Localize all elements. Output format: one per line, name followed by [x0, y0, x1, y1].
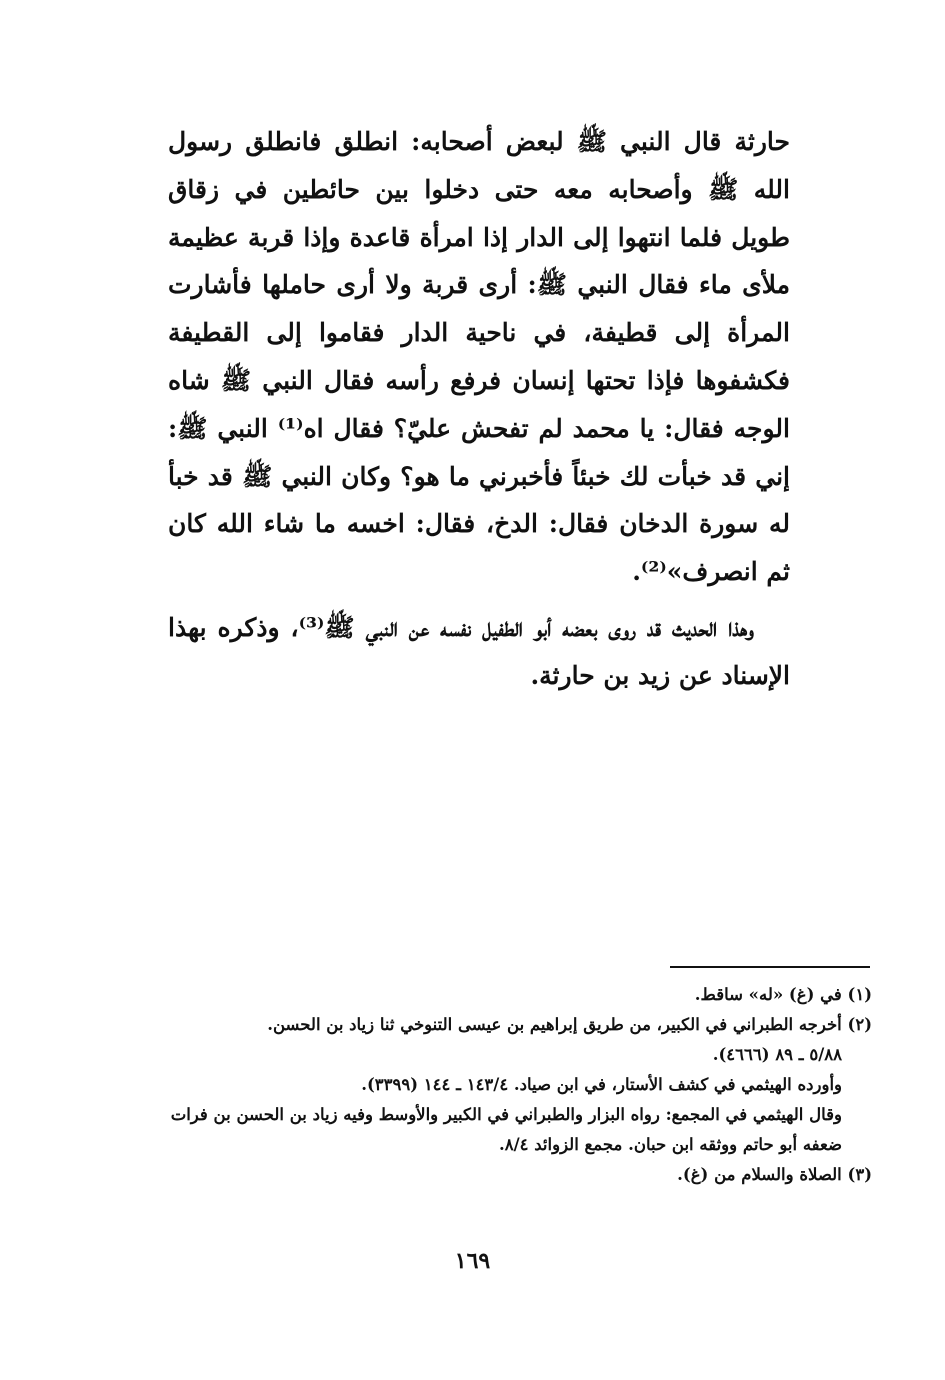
footnotes: [160, 980, 872, 1190]
page-number: ١٦٩: [454, 1248, 491, 1274]
footnote-2-reference: ٥/٨٨ ـ ٨٩ (٤٦٦٦).: [712, 1045, 842, 1064]
footnote-1: (١) في (غ) «له» ساقط.: [694, 985, 872, 1004]
paragraph-1: حارثة قال النبي ﷺ لبعض أصحابه: انطلق فانطلق رسول الله ﷺ وأصحابه معه حتى دخلوا بين حائطين في زقاق طويل فلما انتهوا إلى الدار إذا امرأة قاعدة وإذا قربة عظيمة ملأى ماء فقال النبي ﷺ: أرى قربة ولا أرى حاملها فأشارت المرأة إلى قطيفة، في ناحية الدار فقاموا إلى القطيفة فكشفوها فإذا تحتها إنسان فرفع رأسه فقال النبي ﷺ شاه الوجه فقال: يا محمد لم تفحش عليّ؟ فقال اه⁽¹⁾ النبي ﷺ: إني قد خبأت لك خبئاً فأخبرني ما هو؟ وكان النبي ﷺ قد خبأ له سورة الدخان فقال: الدخ، فقال: اخسه ما شاء الله كان ثم انصرف»⁽²⁾.: [168, 127, 790, 587]
footnote-separator: [670, 966, 870, 968]
paragraph-2-text: وهذا الحديث قد روى بعضه أبو الطفيل نفسه عن النبي ﷺ⁽³⁾، وذكره بهذا الإسناد عن زيد بن حارثة.: [168, 612, 790, 690]
paragraph-2: [168, 604, 790, 700]
main-text: [168, 118, 790, 700]
footnote-3: (٣) الصلاة والسلام من (غ).: [677, 1165, 872, 1184]
footnote-2-kashf: وأورده الهيثمي في كشف الأستار، في ابن صياد. ١٤٣/٤ ـ ١٤٤ (٣٣٩٩).: [361, 1075, 842, 1094]
footnote-2: (٢) أخرجه الطبراني في الكبير، من طريق إبراهيم بن عيسى التنوخي ثنا زياد بن الحسن.: [267, 1015, 872, 1034]
footnote-2-majma: وقال الهيثمي في المجمع: رواه البزار والطبراني في الكبير والأوسط وفيه زياد بن الحسن بن فرات ضعفه أبو حاتم ووثقه ابن حبان. مجمع الزوائد ٨/٤.: [170, 1105, 842, 1154]
